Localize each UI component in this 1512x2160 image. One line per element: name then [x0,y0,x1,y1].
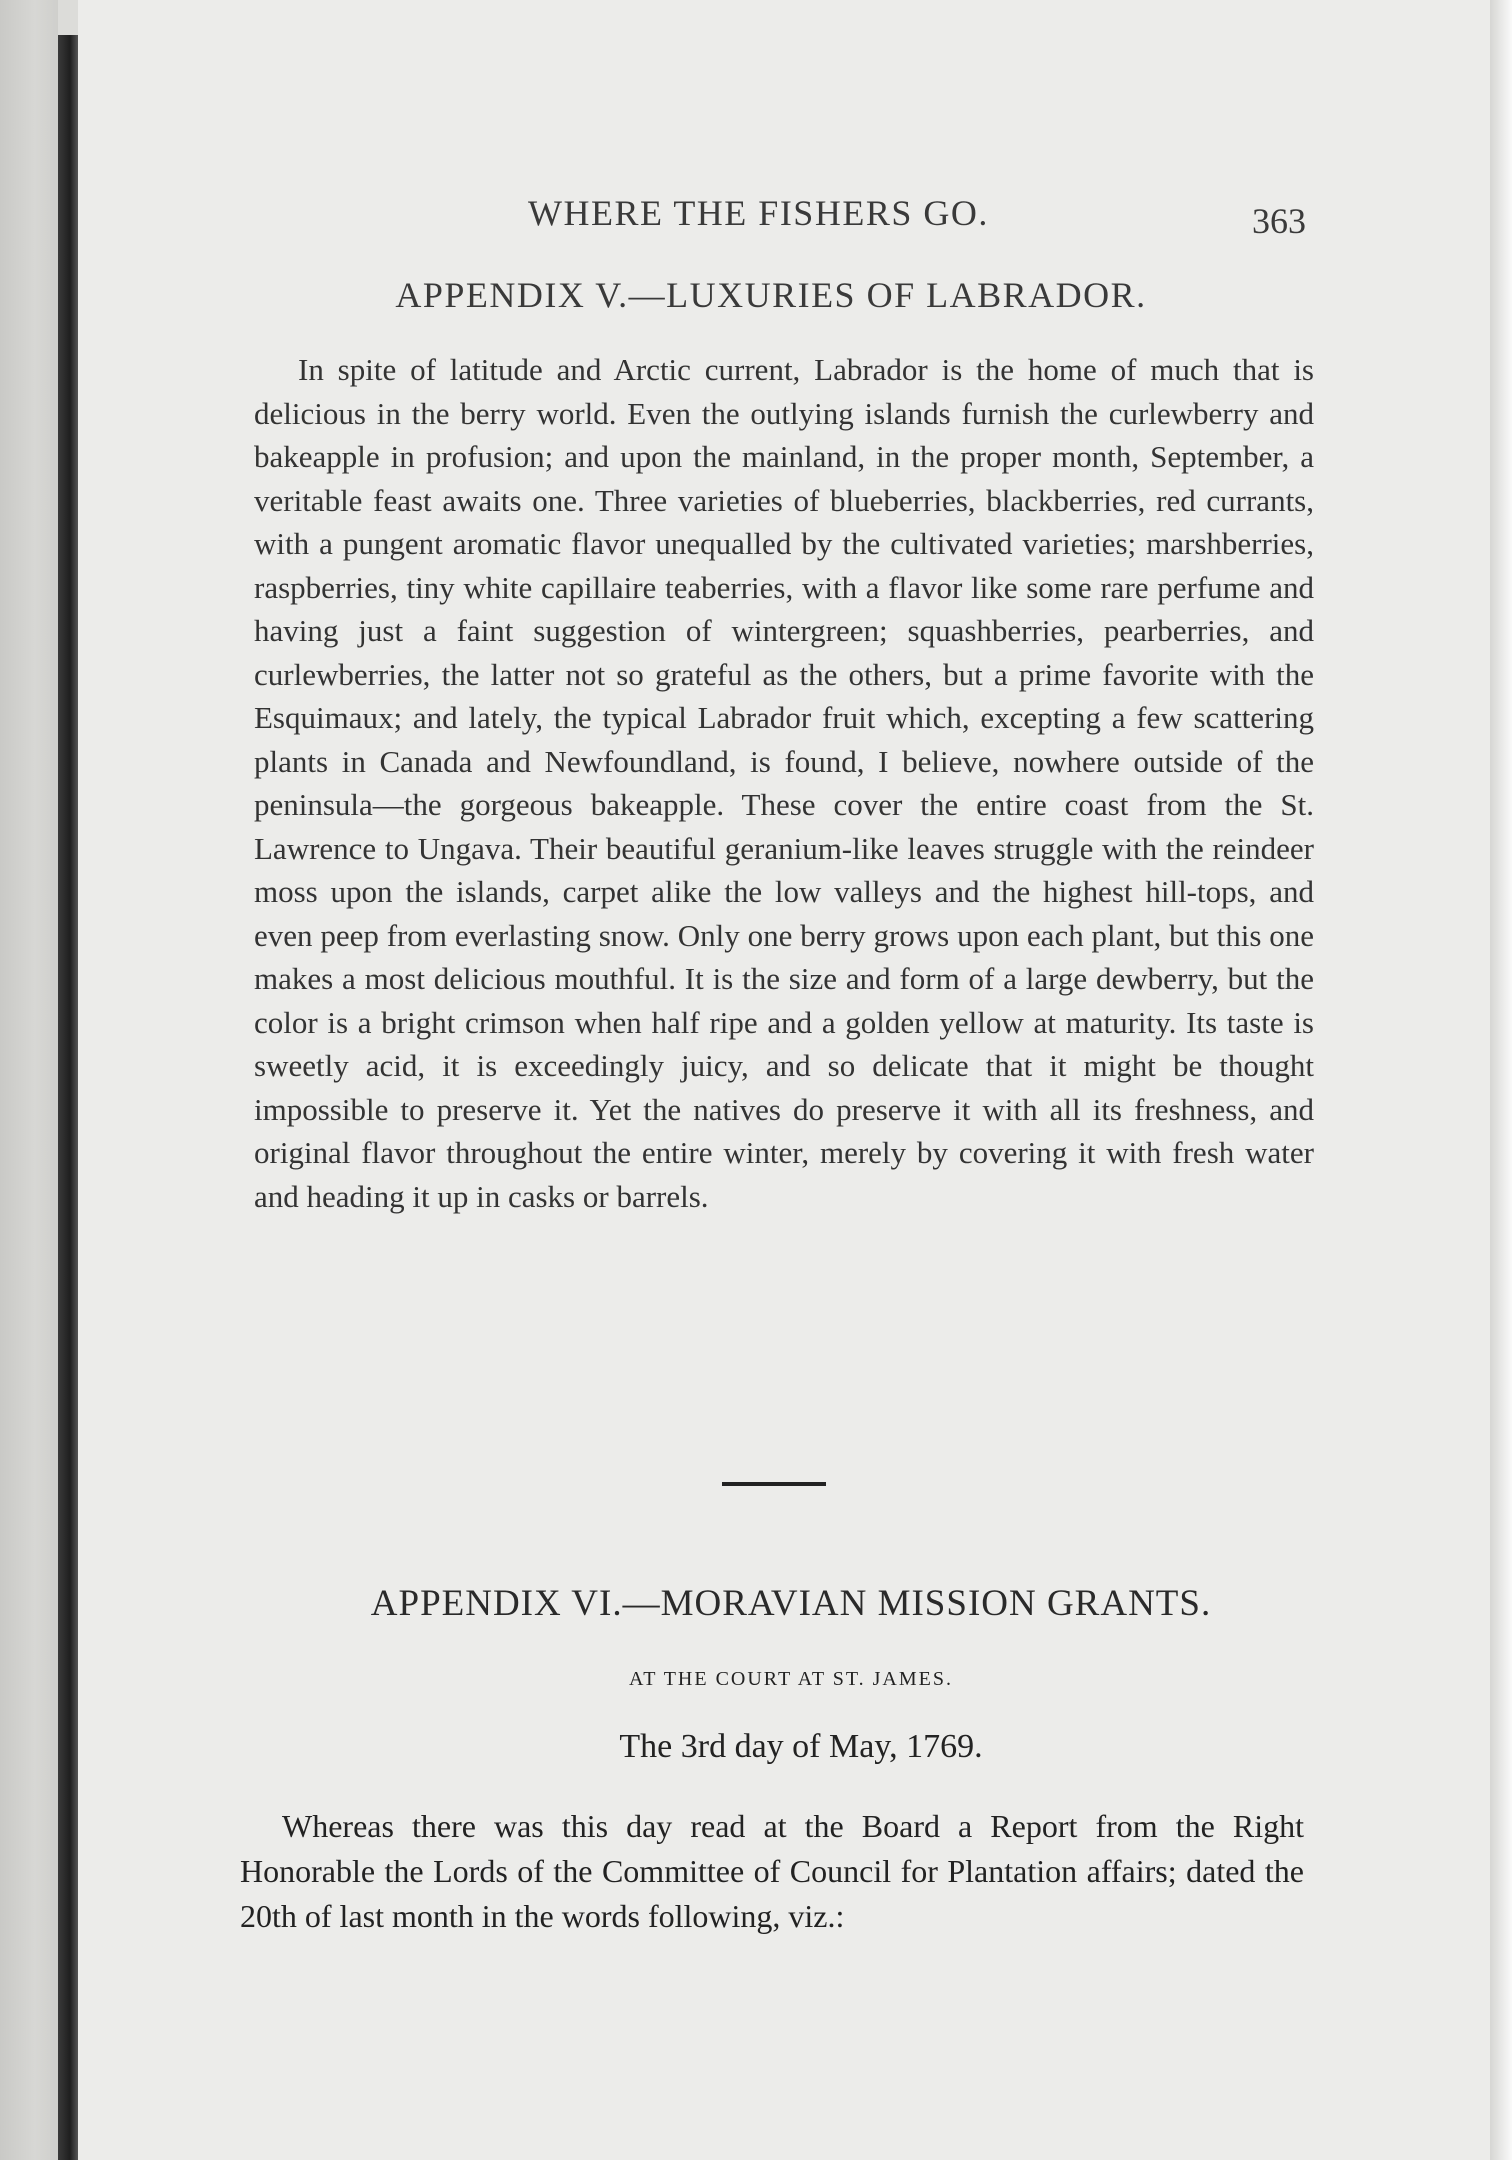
section-divider [722,1482,826,1486]
appendix-v-paragraph: In spite of latitude and Arctic current, Labrador is the home of much that is delicious in the berry world. Even the outlying islands furnish the curlewberry and bakeapple in profusion; and upon the mainland, in the proper month, September, a veritable feast awaits one. Three varieties of blueberries, blackberries, red currants, with a pungent aromatic flavor unequalled by the cultivated varieties; marshberries, raspberries, tiny white capillaire teaberries, with a flavor like some rare perfume and having just a faint suggestion of wintergreen; squashberries, pearberries, and curlewberries, the latter not so grateful as the others, but a prime favorite with the Esquimaux; and lately, the typical Labrador fruit which, excepting a few scattering plants in Canada and Newfoundland, is found, I believe, nowhere outside of the peninsula—the gorgeous bakeapple. These cover the entire coast from the St. Lawrence to Ungava. Their beautiful geranium-like leaves struggle with the reindeer moss upon the islands, carpet alike the low valleys and the highest hill-tops, and even peep from everlasting snow. Only one berry grows upon each plant, but this one makes a most delicious mouthful. It is the size and form of a large dewberry, but the color is a bright crimson when half ripe and a golden yellow at maturity. Its taste is sweetly acid, it is exceedingly juicy, and so delicate that it might be thought impossible to preserve it. Yet the natives do preserve it with all its freshness, and original flavor throughout the entire winter, merely by covering it with fresh water and heading it up in casks or barrels. [254,352,1314,1214]
date-line: The 3rd day of May, 1769. [619,1728,983,1765]
running-title: WHERE THE FISHERS GO. [528,193,989,233]
book-binding-edge [58,35,78,2160]
binding-shadow [0,0,58,2160]
appendix-vi-paragraph: Whereas there was this day read at the Board a Report from the Right Honorable the Lords of the Committee of Council for Plantation affairs; dated the 20th of last month in the words following, viz.: [240,1808,1304,1934]
appendix-vi-heading: APPENDIX VI.—MORAVIAN MISSION GRANTS. [370,1583,1212,1624]
page-number: 363 [1252,201,1306,241]
page-right-edge [1490,0,1512,2160]
running-head [0,192,1512,252]
court-subheading: AT THE COURT AT ST. JAMES. [628,1668,953,1690]
appendix-v-heading: APPENDIX V.—LUXURIES OF LABRADOR. [395,275,1147,315]
